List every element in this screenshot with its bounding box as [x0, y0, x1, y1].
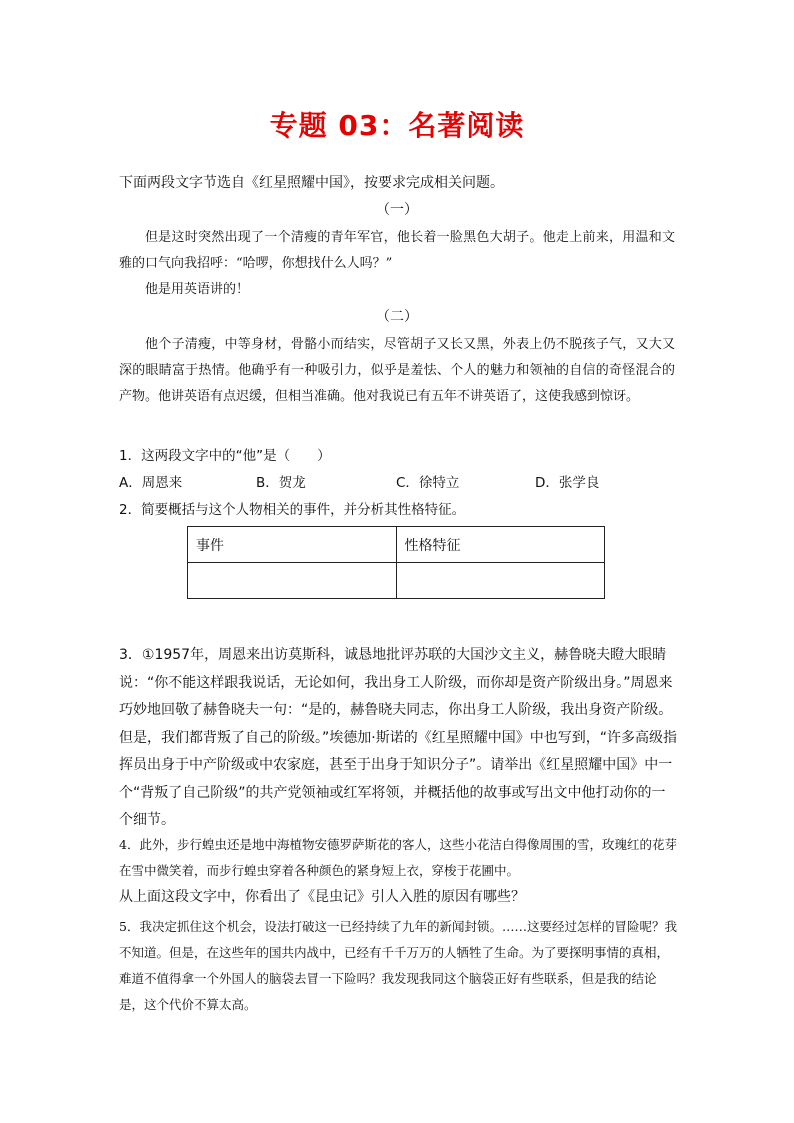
- question-5: 5．我决定抓住这个机会，设法打破这一已经持续了九年的新闻封锁。……这要经过怎样的冒险呢？我不知道。但是，在这些年的国共内战中，已经有千千万万的人牺牲了生命。为了要探明事情的真相，难道不值得拿一个外国人的脑袋去冒一下险吗？我发现我同这个脑袋正好有些联系，但是我的结论是，这个代价不算太高。: [119, 919, 677, 1012]
- question-2: 2．简要概括与这个人物相关的事件，并分析其性格特征。: [119, 502, 466, 518]
- section-one-label: （一）: [376, 202, 418, 218]
- intro-text: 下面两段文字节选自《红星照耀中国》，按要求完成相关问题。: [119, 175, 504, 191]
- page-title: 专题 03：名著阅读: [269, 109, 525, 142]
- table-cell-trait[interactable]: [396, 563, 605, 599]
- option-a: A．周恩来: [119, 475, 183, 491]
- option-c: C．徐特立: [396, 475, 460, 491]
- question-4-passage: 4．此外，步行蝗虫还是地中海植物安德罗萨斯花的客人，这些小花洁白得像周围的雪，玫瑰红的花芽在雪中微笑着，而步行蝗虫穿着各种颜色的紧身短上衣，穿梭于花圃中。: [119, 837, 677, 878]
- section-two-paragraph: 他个子清瘦，中等身材，骨骼小而结实，尽管胡子又长又黑，外表上仍不脱孩子气，又大又深的眼睛富于热情。他确乎有一种吸引力，似乎是羞怯、个人的魅力和领袖的自信的奇怪混合的产物。他讲英语有点迟缓，但相当准确。他对我说已有五年不讲英语了，这使我感到惊讶。: [119, 337, 675, 404]
- question-1: 1．这两段文字中的“他”是（ ）: [119, 448, 331, 464]
- section-one-paragraph-2: 他是用英语讲的！: [145, 282, 250, 297]
- option-d: D．张学良: [535, 475, 600, 491]
- table-row: [188, 563, 605, 599]
- question-4: 从上面这段文字中，你看出了《昆虫记》引人入胜的原因有哪些？: [119, 889, 525, 905]
- table-cell-event[interactable]: [188, 563, 397, 599]
- section-two-label: （二）: [376, 309, 418, 325]
- section-one-paragraph: 但是这时突然出现了一个清瘦的青年军官，他长着一脸黑色大胡子。他走上前来，用温和文雅的口气向我招呼：“哈啰，你想找什么人吗？”: [119, 230, 675, 271]
- option-b: B．贺龙: [256, 475, 306, 491]
- table-header-trait: 性格特征: [396, 527, 605, 563]
- table-header-row: [188, 527, 605, 563]
- table-header-event: 事件: [188, 527, 397, 563]
- question-3: 3．①1957年，周恩来出访莫斯科，诚恳地批评苏联的大国沙文主义，赫鲁晓夫瞪大眼睛说：“你不能这样跟我说话，无论如何，我出身工人阶级，而你却是资产阶级出身。”周恩来巧妙地回敬了赫鲁晓夫一句：“是的，赫鲁晓夫同志，你出身工人阶级，我出身资产阶级。但是，我们都背叛了自己的阶级。”埃德加·斯诺的《红星照耀中国》中也写到，“许多高级指挥员出身于中产阶级或中农家庭，甚至于出身于知识分子”。请举出《红星照耀中国》中一个“背叛了自己阶级”的共产党领袖或红军将领，并概括他的故事或写出文中他打动你的一个细节。: [119, 647, 677, 828]
- answer-table: [187, 526, 605, 599]
